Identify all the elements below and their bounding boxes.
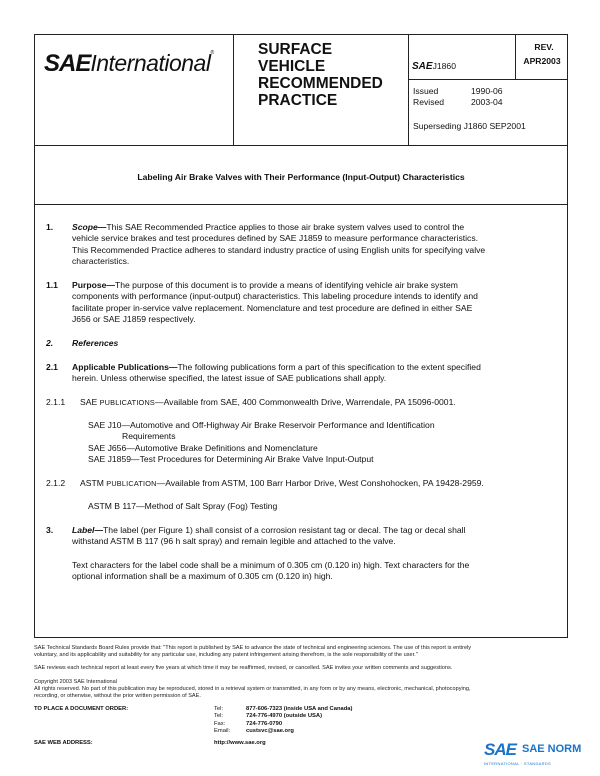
publication-word: PUBLICATION: [106, 479, 157, 488]
logo-sae: SAE: [44, 50, 91, 77]
section-1-line: vehicle service brakes and test procedures defined by SAE J1859 to measure performance characteristics.: [72, 233, 479, 244]
left-border: [34, 205, 35, 637]
footer-policy-line: voluntary, and its applicability and suitability for any particular use, including any patent infringement arising therefrom, is the sole responsibility of the user.": [34, 652, 418, 658]
sae-norm-brand: [484, 740, 596, 772]
header-divider-2: [408, 35, 409, 145]
sae-international-logo: [44, 50, 214, 78]
section-1-1-line: facilitate proper in-service valve replacement. Nomenclature and test procedure are defined in either SAE: [72, 302, 473, 313]
logo-international: International: [90, 50, 211, 76]
section-1-1: [72, 280, 558, 326]
footer-policy: [34, 645, 574, 659]
contact-list: [214, 706, 352, 736]
footer-rights-line: recording, or otherwise, without the prior written permission of SAE.: [34, 693, 201, 699]
doc-number-value: J1860: [432, 61, 456, 71]
contact-value[interactable]: custsvc@sae.org: [246, 728, 294, 735]
footer-rights-line: All rights reserved. No part of this publication may be reproduced, stored in a retrieval system or transmitted, in any form or by any means, electronic, mechanical, photocopying,: [34, 686, 471, 692]
contact-label: Fax:: [214, 720, 226, 727]
contact-label: Email:: [214, 728, 231, 735]
contact-value[interactable]: 877-606-7323 (inside USA and Canada): [246, 706, 353, 712]
section-3-number: 3.: [46, 525, 54, 535]
section-1-label: Scope—: [72, 222, 107, 232]
footer-policy-line: SAE Technical Standards Board Rules provide that: "This report is published by SAE to advance the state of technical and engineering sciences. The use of this report is entirely: [34, 645, 472, 651]
section-2-label: References: [72, 338, 119, 348]
contact-value[interactable]: 724-776-4970 (outside USA): [246, 713, 323, 720]
section-2-1-1-text: —Available from SAE, 400 Commonwealth Drive, Warrendale, PA 15096-0001.: [154, 397, 456, 407]
footer-rights: [34, 686, 574, 700]
contact-label: Tel:: [214, 713, 224, 720]
section-2-1-1-number: 2.1.1: [46, 397, 66, 407]
footer-review: SAE reviews each technical report at least every five years at which time it may be reaffirmed, revised, or cancelled. SAE invites your written comments and suggestions.: [34, 665, 453, 671]
section-2-1-line: herein. Unless otherwise specified, the latest issue of SAE publications shall apply.: [72, 373, 387, 384]
header-divider-1: [233, 35, 234, 145]
issued-label: Issued: [413, 86, 439, 96]
footer-copyright: Copyright 2003 SAE International: [34, 679, 118, 685]
sae-references-list: [88, 420, 548, 466]
rev-label: REV.: [534, 42, 554, 52]
doc-number: [412, 56, 456, 74]
contact-value[interactable]: 724-776-0790: [246, 720, 283, 727]
order-label: TO PLACE A DOCUMENT ORDER:: [34, 706, 129, 712]
issued-value: 1990-06: [471, 86, 503, 96]
section-3-para2-line: optional information shall be a maximum of 0.305 cm (0.120 in) high.: [72, 571, 333, 582]
reference-item: SAE J1859—Test Procedures for Determining Air Brake Valve Input-Output: [88, 454, 374, 465]
section-2-1-number: 2.1: [46, 362, 58, 372]
publications-word: PUBLICATIONS: [99, 398, 155, 407]
header-divider-4: [408, 79, 568, 80]
contact-label: Tel:: [214, 706, 224, 712]
document-type: [258, 41, 383, 109]
section-2-1-line: The following publications form a part of this specification to the extent specified: [177, 362, 481, 372]
section-2-1: [72, 362, 558, 385]
section-3-para2: [72, 560, 558, 583]
right-border: [567, 205, 568, 637]
section-1-1-line: components with performance (input-output) characteristics. This labeling procedure intends to identify and: [72, 291, 478, 302]
doctype-line: VEHICLE: [258, 58, 326, 75]
brand-subtitle: INTERNATIONAL · STANDARDS: [484, 761, 551, 766]
section-2-1-2-text: —Available from ASTM, 100 Barr Harbor Drive, West Conshohocken, PA 19428-2959.: [156, 478, 484, 488]
reference-item: SAE J656—Automotive Brake Definitions and Nomenclature: [88, 442, 318, 453]
section-3-label: Label—: [72, 525, 104, 535]
astm-word: ASTM: [80, 478, 104, 488]
rev-value: APR2003: [523, 56, 561, 66]
brand-norm-text: SAE NORM: [522, 743, 582, 755]
section-3-line: withstand ASTM B 117 (96 h salt spray) and remain legible and attached to the valve.: [72, 536, 396, 547]
section-2-number: 2.: [46, 338, 54, 348]
section-1-1-line: The purpose of this document is to provide a means of identifying vehicle air brake system: [114, 280, 458, 290]
section-1-line: This Recommended Practice adheres to standard industry practice of using English units for specifying valve: [72, 244, 486, 255]
section-3-line: The label (per Figure 1) shall consist of a corrosion resistant tag or decal. The tag or decal shall: [103, 525, 466, 535]
logo-tm: ®: [210, 50, 215, 56]
section-1-1-number: 1.1: [46, 280, 58, 290]
brand-sae-logo: SAE: [484, 740, 516, 759]
sae-word: SAE: [80, 397, 98, 407]
revised-label: Revised: [413, 97, 445, 107]
superseding: Superseding J1860 SEP2001: [413, 121, 526, 131]
section-2-1-label: Applicable Publications—: [72, 362, 178, 372]
section-3-para2-line: Text characters for the label code shall be a minimum of 0.305 cm (0.120 in) high. Text characters for the: [72, 560, 470, 570]
doctype-line: PRACTICE: [258, 92, 338, 109]
doctype-line: RECOMMENDED: [258, 75, 383, 92]
section-1-line: This SAE Recommended Practice applies to those air brake system valves used to control the: [106, 222, 465, 232]
web-address-link[interactable]: http://www.sae.org: [214, 740, 266, 746]
section-2-1-2-number: 2.1.2: [46, 478, 66, 488]
section-1-1-line: J656 or SAE J1859 respectively.: [72, 314, 196, 325]
section-1-line: characteristics.: [72, 256, 130, 267]
reference-item: Requirements: [122, 431, 176, 442]
astm-reference: ASTM B 117—Method of Salt Spray (Fog) Testing: [88, 501, 278, 511]
revised-value: 2003-04: [471, 97, 503, 107]
section-1: [72, 222, 558, 268]
bottom-border: [34, 637, 568, 638]
section-2-1-1-heading: [80, 397, 456, 408]
document-title: Labeling Air Brake Valves with Their Performance (Input-Output) Characteristics: [137, 172, 465, 182]
web-label: SAE WEB ADDRESS:: [34, 740, 93, 746]
doctype-line: SURFACE: [258, 41, 333, 58]
section-1-1-label: Purpose—: [72, 280, 115, 290]
sae-mark: SAE: [412, 61, 433, 72]
section-1-number: 1.: [46, 222, 54, 232]
section-2-1-2-heading: [80, 478, 484, 489]
reference-item: SAE J10—Automotive and Off-Highway Air Brake Reservoir Performance and Identification: [88, 420, 435, 430]
section-3: [72, 525, 558, 548]
